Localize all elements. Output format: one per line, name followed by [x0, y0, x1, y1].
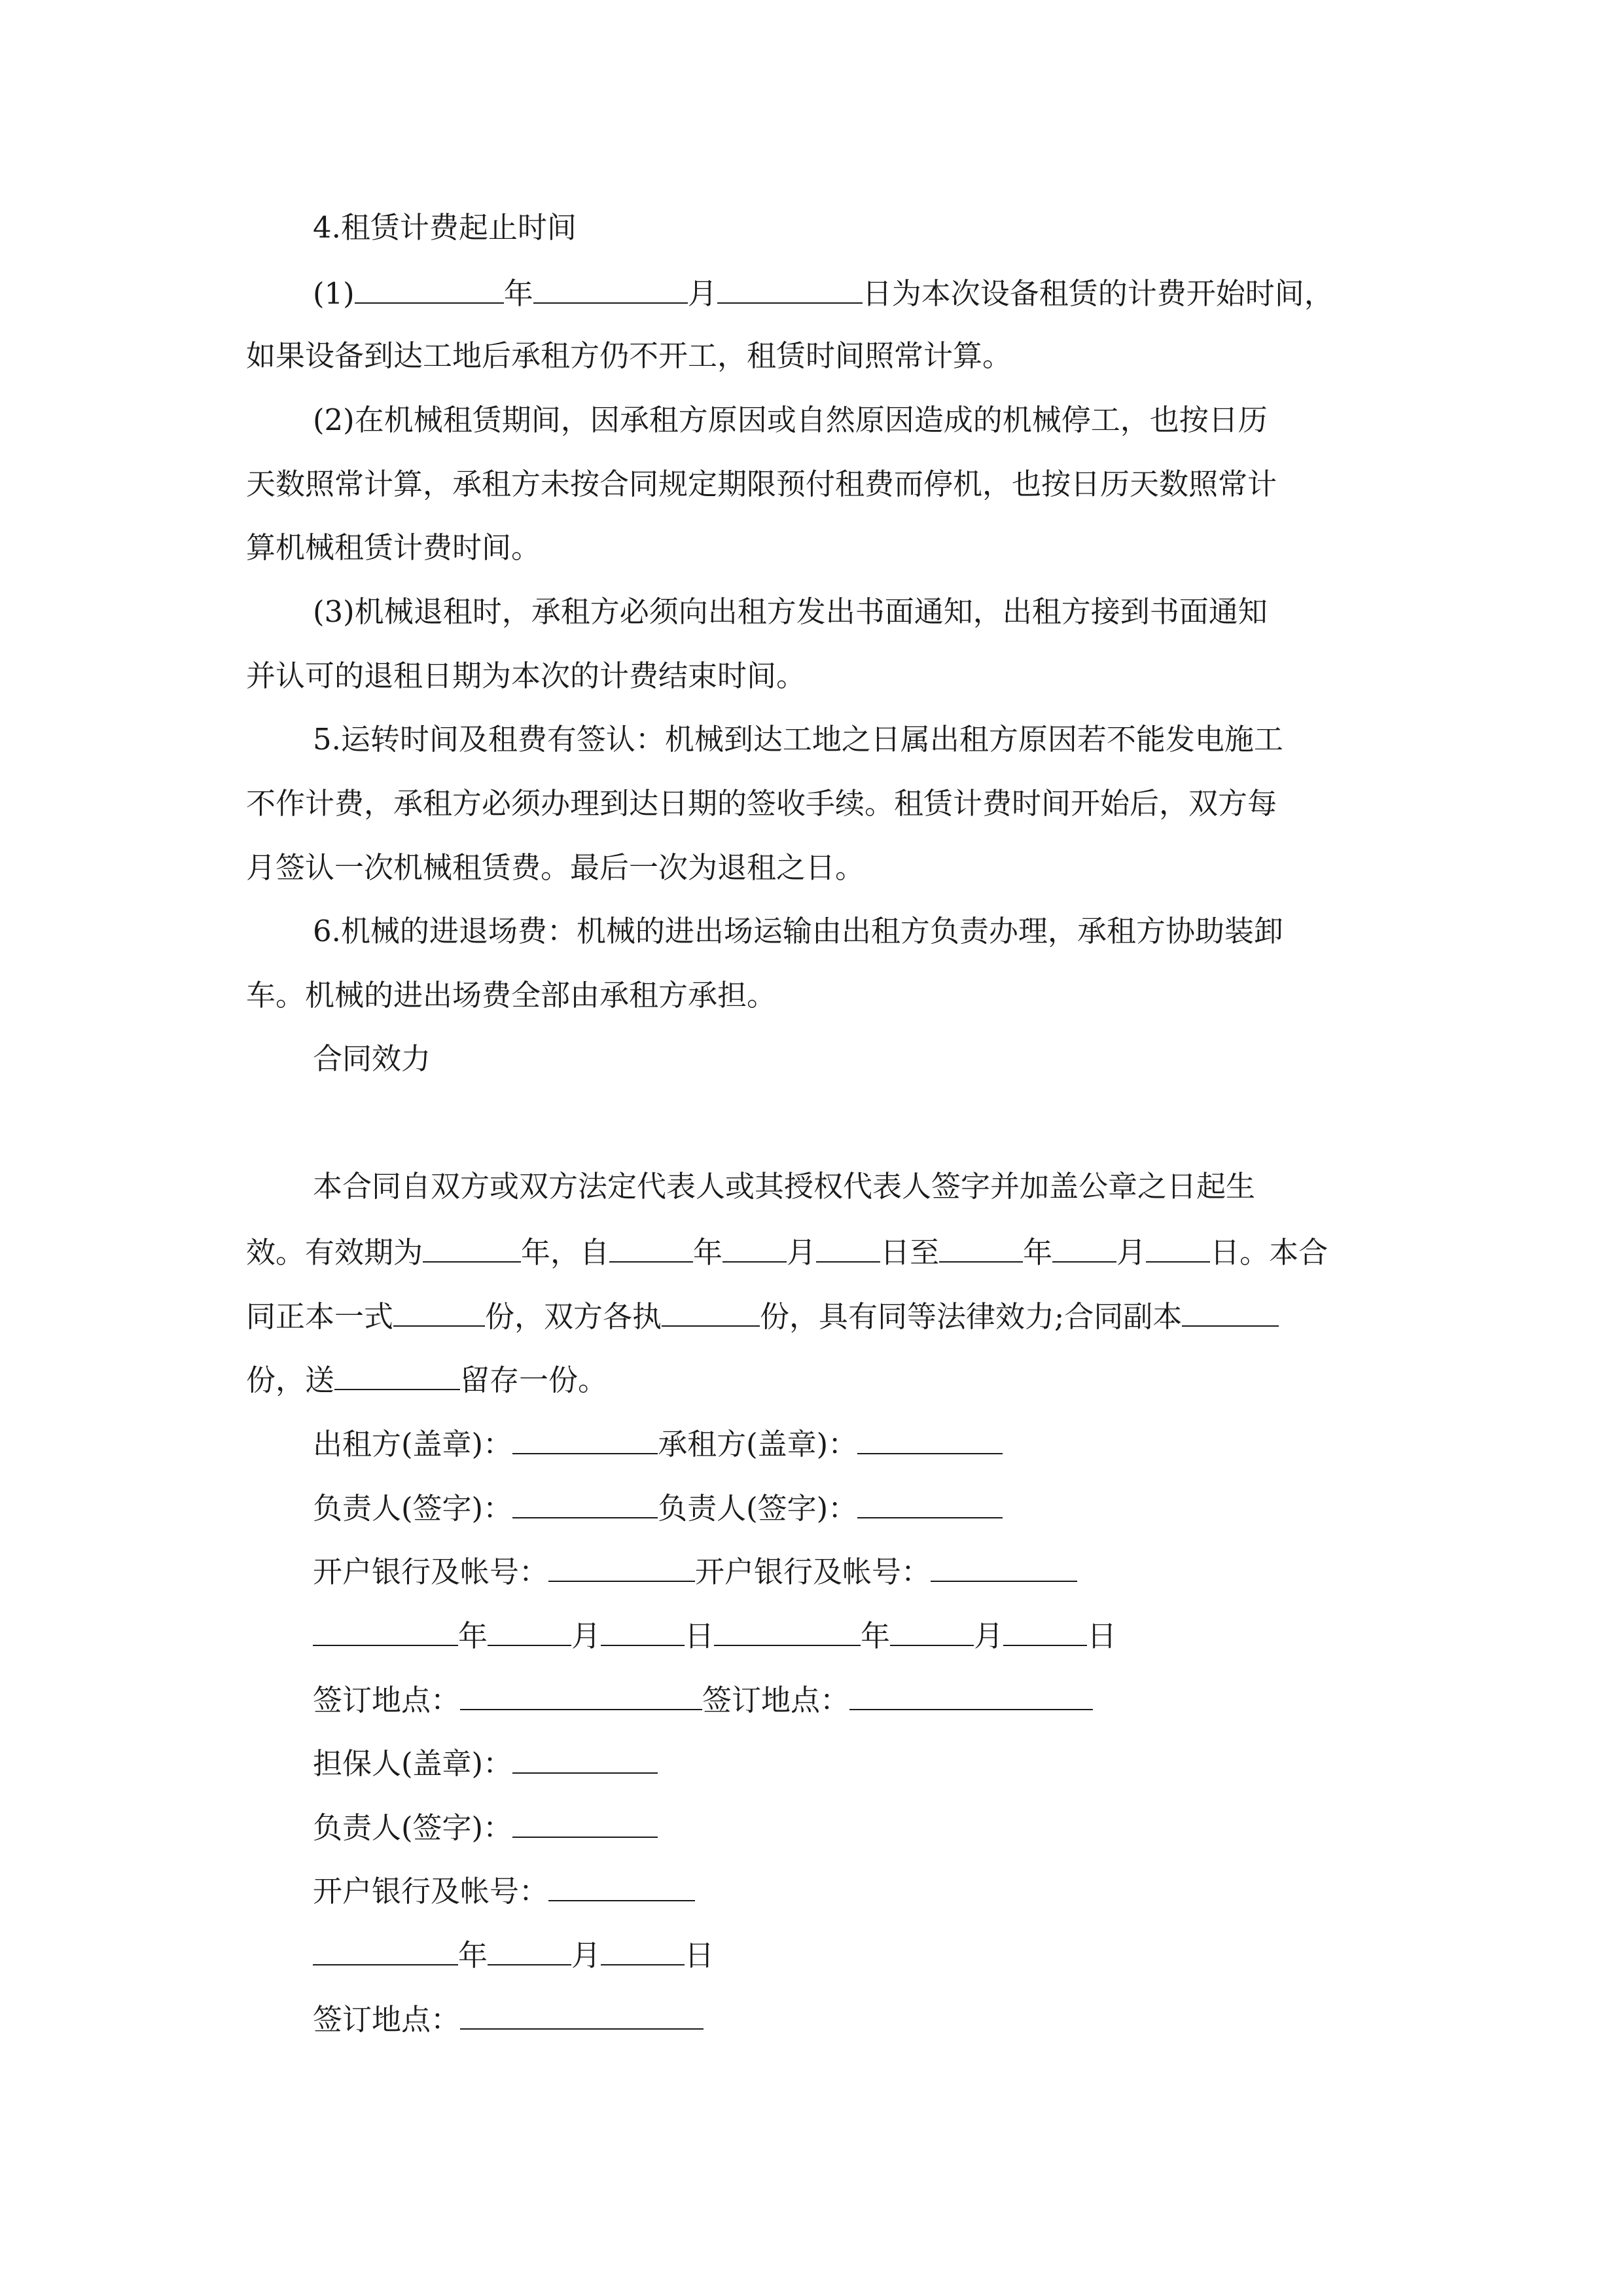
paragraph-line: 并认可的退租日期为本次的计费结束时间。: [246, 658, 806, 693]
lessor-month-blank[interactable]: [488, 1615, 571, 1646]
lessor-responsible-blank[interactable]: [512, 1487, 658, 1518]
item-number: (1): [313, 276, 355, 311]
end-month-blank[interactable]: [1052, 1231, 1116, 1263]
paragraph-line: 车。机械的进出场费全部由承租方承担。: [246, 978, 777, 1013]
lessor-day-blank[interactable]: [601, 1615, 685, 1646]
guarantor-month-blank[interactable]: [488, 1934, 571, 1965]
lessee-day-blank[interactable]: [1003, 1615, 1087, 1646]
lessee-place-blank[interactable]: [849, 1679, 1093, 1710]
lessor-seal-blank[interactable]: [512, 1423, 658, 1454]
end-day-blank[interactable]: [1146, 1231, 1210, 1263]
guarantor-bank-line: 开户银行及帐号：: [313, 1870, 695, 1909]
bank-line: 开户银行及帐号： 开户银行及帐号：: [313, 1551, 1077, 1590]
guarantor-seal-line: 担保人(盖章)：: [313, 1742, 658, 1782]
date-line: 年 月 日 年 月 日: [313, 1615, 1116, 1654]
guarantor-seal-blank[interactable]: [512, 1742, 658, 1774]
send-to-blank[interactable]: [334, 1359, 460, 1390]
guarantor-bank-blank[interactable]: [548, 1870, 695, 1901]
year-blank[interactable]: [355, 272, 504, 304]
lessee-year-blank[interactable]: [714, 1615, 861, 1646]
duplicate-line: 份，送 留存一份。: [246, 1359, 607, 1398]
day-blank[interactable]: [717, 272, 863, 304]
guarantor-place-line: 签订地点：: [313, 1998, 704, 2037]
start-day-blank[interactable]: [816, 1231, 880, 1263]
paragraph-line: 如果设备到达工地后承租方仍不开工，租赁时间照常计算。: [246, 338, 1012, 373]
years-blank[interactable]: [423, 1231, 521, 1263]
end-year-blank[interactable]: [939, 1231, 1023, 1263]
paragraph-line: 6.机械的进退场费：机械的进出场运输由出租方负责办理，承租方协助装卸: [313, 914, 1283, 948]
copies-line: 同正本一式 份，双方各执 份，具有同等法律效力;合同副本: [246, 1295, 1279, 1335]
guarantor-day-blank[interactable]: [601, 1934, 685, 1965]
lessor-place-blank[interactable]: [460, 1679, 702, 1710]
guarantor-responsible-blank[interactable]: [512, 1806, 658, 1838]
lessor-bank-blank[interactable]: [548, 1551, 695, 1582]
paragraph-line: 5.运转时间及租费有签认：机械到达工地之日属出租方原因若不能发电施工: [313, 722, 1283, 757]
guarantor-place-blank[interactable]: [460, 1998, 704, 2030]
rental-period-heading: 4.租赁计费起止时间: [313, 210, 577, 245]
lessee-responsible-blank[interactable]: [857, 1487, 1003, 1518]
guarantor-responsible-line: 负责人(签字)：: [313, 1806, 658, 1846]
guarantor-year-blank[interactable]: [313, 1934, 458, 1965]
seal-line: 出租方(盖章)： 承租方(盖章)：: [313, 1423, 1003, 1462]
rental-start-date-line: (1) 年 月 日为本次设备租赁的计费开始时间，: [313, 272, 1334, 312]
validity-period-line: 效。有效期为 年，自 年 月 日至 年 月 日。本合: [246, 1231, 1328, 1270]
month-blank[interactable]: [533, 272, 688, 304]
paragraph-line: 算机械租赁计费时间。: [246, 530, 541, 565]
place-line: 签订地点： 签订地点：: [313, 1679, 1093, 1718]
guarantor-date-line: 年 月 日: [313, 1934, 714, 1973]
lessee-seal-blank[interactable]: [857, 1423, 1003, 1454]
responsible-line: 负责人(签字)： 负责人(签字)：: [313, 1487, 1003, 1526]
lessee-month-blank[interactable]: [890, 1615, 974, 1646]
lessor-year-blank[interactable]: [313, 1615, 458, 1646]
lessee-bank-blank[interactable]: [931, 1551, 1077, 1582]
paragraph-line: (2)在机械租赁期间，因承租方原因或自然原因造成的机械停工，也按日历: [313, 403, 1268, 437]
validity-heading: 合同效力: [313, 1041, 431, 1076]
paragraph-line: 月签认一次机械租赁费。最后一次为退租之日。: [246, 850, 865, 885]
start-month-blank[interactable]: [722, 1231, 787, 1263]
paragraph-line: (3)机械退租时，承租方必须向出租方发出书面通知，出租方接到书面通知: [313, 594, 1268, 629]
paragraph-line: 天数照常计算，承租方未按合同规定期限预付租费而停机，也按日历天数照常计: [246, 467, 1277, 501]
paragraph-line: 不作计费，承租方必须办理到达日期的签收手续。租赁计费时间开始后，双方每: [246, 786, 1277, 821]
each-party-copies-blank[interactable]: [662, 1295, 760, 1327]
paragraph-line: 本合同自双方或双方法定代表人或其授权代表人签字并加盖公章之日起生: [313, 1169, 1256, 1204]
duplicate-copies-blank[interactable]: [1182, 1295, 1279, 1327]
start-year-blank[interactable]: [609, 1231, 693, 1263]
original-copies-blank[interactable]: [393, 1295, 485, 1327]
